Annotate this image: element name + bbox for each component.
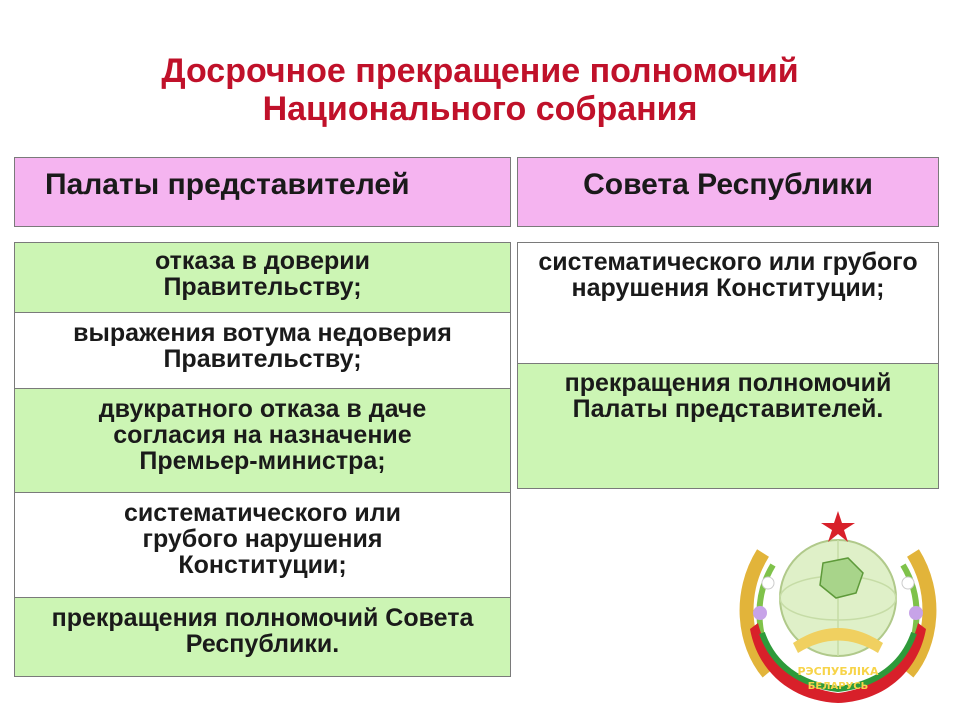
header-council-of-republic: Совета Республики xyxy=(517,157,939,227)
emblem-ribbon-text-2: БЕЛАРУСЬ xyxy=(807,681,869,692)
belarus-coat-of-arms-icon xyxy=(728,503,948,713)
emblem-ribbon-text-1: РЭСПУБЛІКА xyxy=(797,665,879,678)
list-item: отказа в доверии Правительству; xyxy=(15,243,510,313)
list-council-of-republic xyxy=(517,242,939,489)
slide-title xyxy=(0,52,960,128)
list-item: систематического или грубого нарушения Конституции; xyxy=(518,243,938,364)
title-line-2: Национального собрания xyxy=(262,90,698,128)
header-house-of-representatives: Палаты представителей xyxy=(14,157,511,227)
list-item: систематического или грубого нарушения Конституции; xyxy=(15,493,510,598)
list-item: прекращения полномочий Палаты представителей. xyxy=(518,364,938,488)
list-house-of-representatives xyxy=(14,242,511,677)
list-item: двукратного отказа в даче согласия на назначение Премьер-министра; xyxy=(15,389,510,493)
title-line-1: Досрочное прекращение полномочий xyxy=(161,52,799,90)
list-item: прекращения полномочий Совета Республики. xyxy=(15,598,510,676)
list-item: выражения вотума недоверия Правительству; xyxy=(15,313,510,389)
